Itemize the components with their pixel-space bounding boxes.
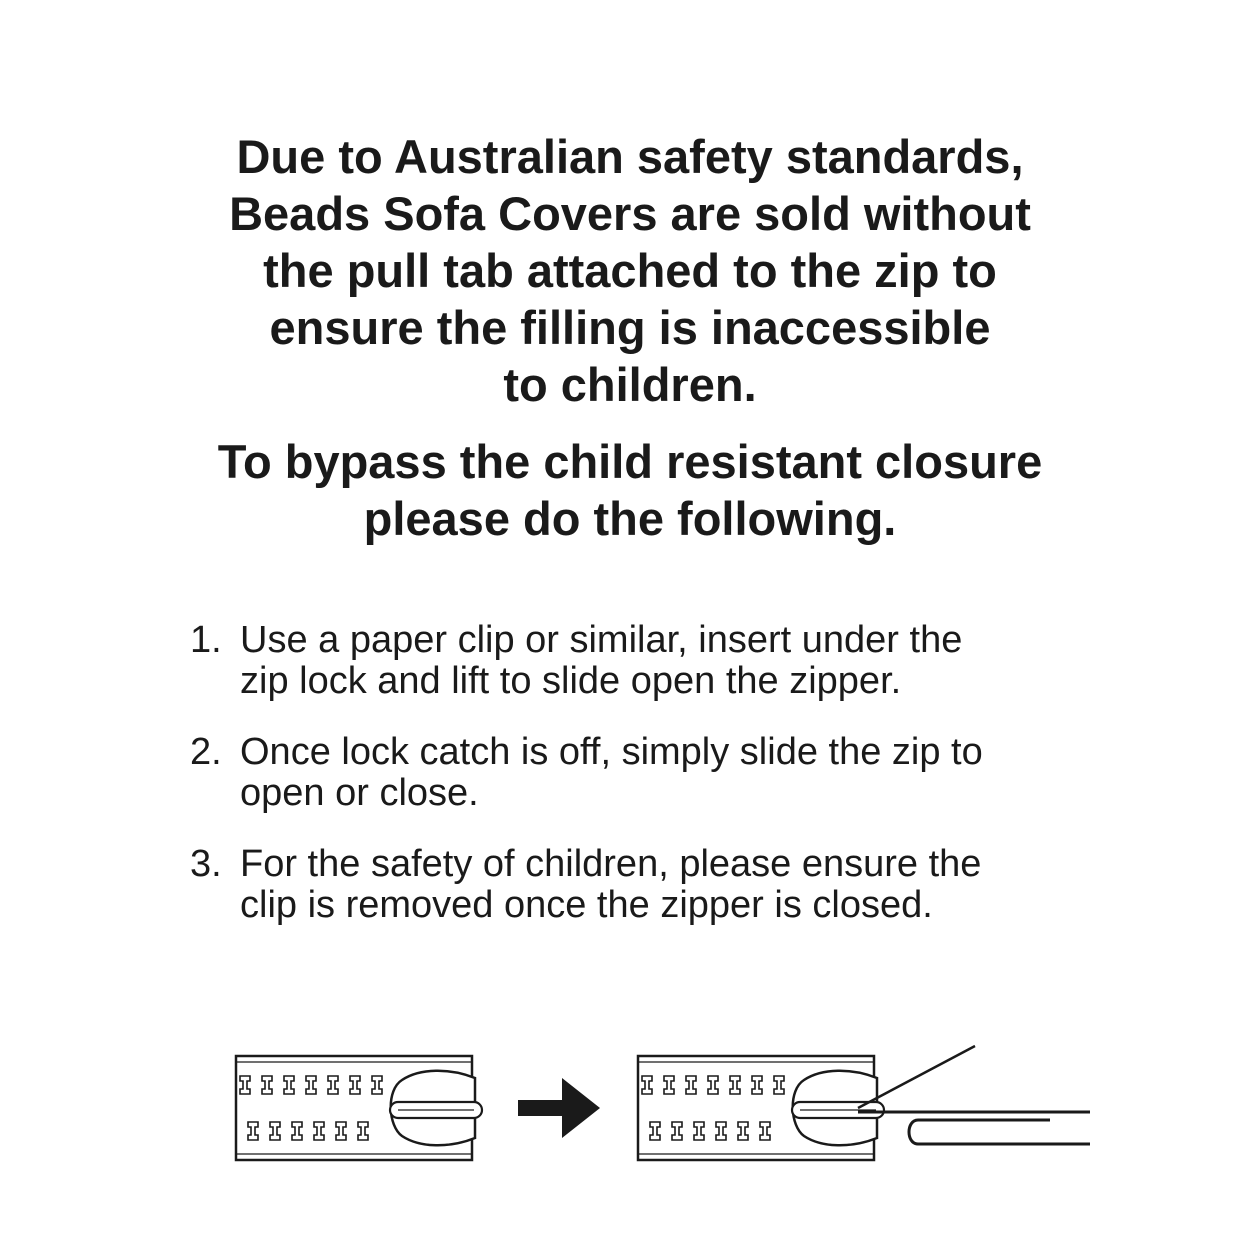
step-text <box>240 844 981 926</box>
step-text <box>240 732 983 814</box>
arrow-right-icon <box>518 1078 600 1138</box>
step-line: clip is removed once the zipper is closed. <box>240 884 933 926</box>
intro-line: Due to Australian safety standards, <box>236 130 1024 183</box>
bypass-line: To bypass the child resistant closure <box>217 435 1043 488</box>
zipper-with-paper-clip-icon <box>638 1046 1090 1160</box>
step-line: Use a paper clip or similar, insert under the <box>240 619 963 661</box>
intro-heading <box>0 128 1260 413</box>
step-line: For the safety of children, please ensure the <box>240 843 982 885</box>
intro-line: ensure the filling is inaccessible <box>269 301 991 354</box>
intro-line: Beads Sofa Covers are sold without <box>229 187 1031 240</box>
step-item <box>190 844 1150 926</box>
step-line: Once lock catch is off, simply slide the zip to <box>240 731 983 773</box>
intro-line: to children. <box>503 358 757 411</box>
zipper-illustration <box>230 1040 1090 1175</box>
step-item <box>190 620 1150 702</box>
bypass-heading <box>0 433 1260 547</box>
step-text <box>240 620 962 702</box>
bypass-line: please do the following. <box>363 492 897 545</box>
instruction-list <box>190 620 1150 956</box>
step-line: zip lock and lift to slide open the zipper. <box>240 660 902 702</box>
step-item <box>190 732 1150 814</box>
intro-line: the pull tab attached to the zip to <box>263 244 997 297</box>
step-line: open or close. <box>240 772 479 814</box>
zipper-slider-icon <box>236 1056 482 1160</box>
step-number: 1. <box>190 619 222 661</box>
step-number: 2. <box>190 731 222 773</box>
step-number: 3. <box>190 843 222 885</box>
